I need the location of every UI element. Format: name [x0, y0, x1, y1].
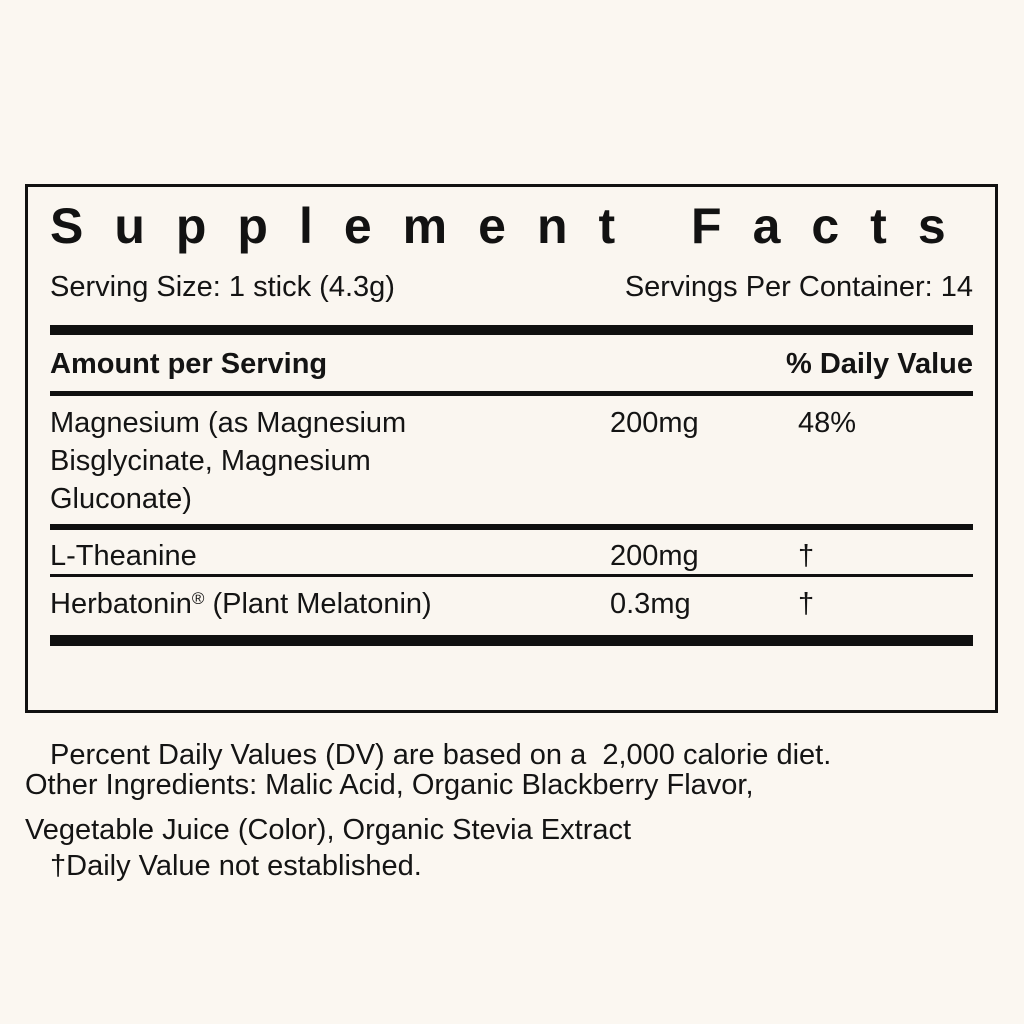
panel-title: Supplement Facts [50, 198, 977, 254]
serving-info-row [50, 269, 973, 305]
nutrient-row-herbatonin [50, 577, 973, 635]
nutrient-row-magnesium [50, 396, 973, 524]
divider-thick-bottom [50, 635, 973, 646]
servings-per-container-text: Servings Per Container: 14 [624, 271, 973, 303]
percent-daily-value-header: % Daily Value [786, 348, 973, 380]
table-header-row [50, 335, 973, 391]
nutrient-amount-magnesium: 200mg [610, 407, 699, 439]
nutrient-row-ltheanine [50, 530, 973, 574]
nutrient-dv-herbatonin: † [798, 588, 815, 620]
nutrient-amount-ltheanine: 200mg [610, 540, 699, 572]
other-ingredients-line1: Other Ingredients: Malic Acid, Organic Blackberry Flavor, [25, 769, 754, 801]
serving-size-text: Serving Size: 1 stick (4.3g) [50, 271, 395, 303]
nutrient-amount-herbatonin: 0.3mg [610, 588, 691, 620]
registered-trademark-symbol: ® [191, 589, 205, 609]
nutrient-name-ltheanine: L-Theanine [50, 540, 197, 572]
nutrient-dv-ltheanine: † [798, 540, 815, 572]
divider-thick-top [50, 325, 973, 335]
herbatonin-name-suffix: (Plant Melatonin) [204, 588, 432, 620]
nutrient-name-magnesium: Magnesium (as Magnesium Bisglycinate, Magnesium Gluconate) [50, 407, 407, 515]
nutrient-dv-magnesium: 48% [798, 407, 857, 439]
footnote-daily-values: Percent Daily Values (DV) are based on a 2,000 calorie diet. [50, 739, 832, 771]
other-ingredients-block [25, 763, 754, 853]
amount-per-serving-header: Amount per Serving [50, 348, 328, 380]
nutrient-name-herbatonin [50, 587, 610, 621]
footnote-dagger: †Daily Value not established. [50, 850, 422, 882]
herbatonin-name-text: Herbatonin [50, 588, 192, 620]
other-ingredients-line2: Vegetable Juice (Color), Organic Stevia Extract [25, 814, 632, 846]
